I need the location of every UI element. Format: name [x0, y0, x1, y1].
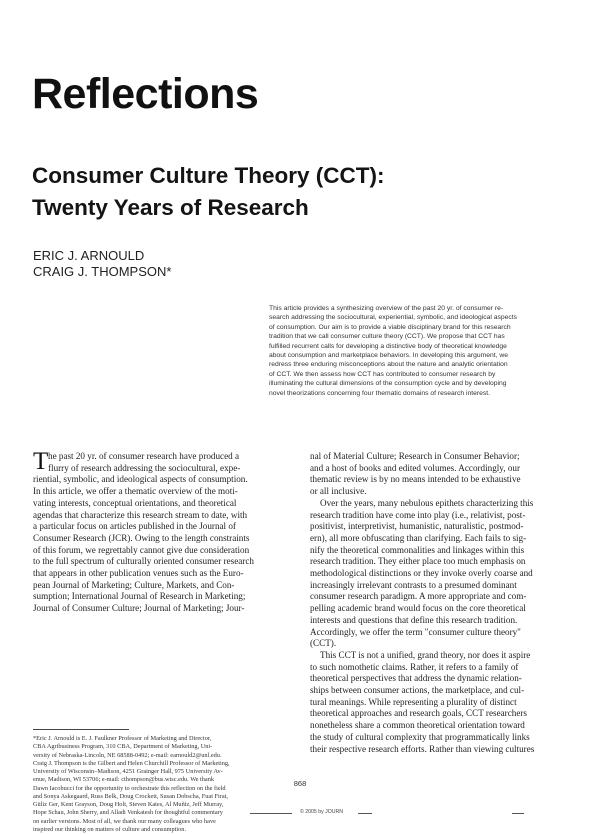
section-heading: Reflections — [32, 70, 259, 118]
body-line: pean Journal of Marketing; Culture, Markets, and Con- — [33, 579, 235, 590]
body-line: nal of Material Culture; Research in Consumer Behavior; — [310, 451, 520, 461]
abstract-line: illuminating the cultural dimensions of the consumption cycle and by developing — [269, 380, 507, 388]
body-line: consumer research paradigm. A more appropriate and com- — [310, 591, 527, 602]
body-line: their respective research efforts. Rather than viewing cultures — [310, 743, 535, 754]
copyright-line: © 2005 by JOURN — [300, 809, 344, 815]
footnote-line: versity of Nebraska-Lincoln, NE 68588-0492; e-mail: earnould2@unl.edu. — [33, 751, 222, 759]
footnote-line: enue, Madison, WI 53706; e-mail: cthompson@bus.wisc.edu. We thank — [33, 776, 214, 784]
author-name: ERIC J. ARNOULD — [33, 248, 145, 263]
body-line: of this forum, we regrettably cannot give due consideration — [33, 544, 250, 555]
copyright-rule-far-right — [512, 813, 524, 814]
body-line: a particular focus on articles published in the Journal of — [33, 521, 236, 532]
body-line: research tradition. They either place too much emphasis on — [310, 556, 526, 567]
body-line: ern), all more obfuscating than clarifying. Each fails to sig- — [310, 532, 527, 543]
body-line: ships between consumer actions, the marketplace, and cul- — [310, 685, 525, 696]
footnote-line: *Eric J. Arnould is E. J. Faulkner Professor of Marketing and Director, — [33, 735, 212, 742]
footnote-line: Dawn Iacobucci for the opportunity to orchestrate this reflection on the field — [33, 784, 226, 792]
title-line: Twenty Years of Research — [32, 195, 309, 220]
footnote-line: Craig J. Thompson is the Gilbert and Helen Churchill Professor of Marketing, — [33, 759, 230, 767]
body-line: riential, symbolic, and ideological aspects of consumption. — [33, 474, 248, 485]
footnote-line: University of Wisconsin–Madison, 4251 Grainger Hall, 975 University Av- — [33, 768, 223, 775]
body-line: Accordingly, we offer the term "consumer culture theory" — [310, 626, 521, 637]
abstract-line: tradition that we call consumer culture theory (CCT). We propose that CCT has — [269, 333, 505, 341]
body-line: Over the years, many nebulous epithets characterizing this — [320, 497, 534, 508]
body-line: and a host of books and edited volumes. Accordingly, our — [310, 462, 521, 473]
footnote-divider — [33, 729, 129, 730]
body-line: theoretical approaches and research goals, CCT researchers — [310, 708, 527, 719]
title-line: Consumer Culture Theory (CCT): — [32, 163, 385, 188]
body-line: Journal of Consumer Culture; Journal of Marketing; Jour- — [33, 603, 245, 614]
body-line: he past 20 yr. of consumer research have produced a — [48, 451, 240, 461]
body-line: that appears in other publication venues such as the Euro- — [33, 568, 244, 579]
body-line: interests and questions that define this research tradition. — [310, 614, 518, 625]
body-column-left — [33, 448, 289, 615]
body-line: methodological distinctions or they invoke overly coarse and — [310, 568, 533, 579]
footnote-line: Hope Schau, John Sherry, and Alladi Venkatesh for thoughtful commentary — [33, 809, 223, 817]
abstract-line: novel theorizations concerning four thematic domains of research interest. — [269, 389, 490, 397]
body-line: the study of cultural complexity that programmatically links — [310, 731, 530, 742]
body-line: sumption; International Journal of Research in Marketing; — [33, 591, 246, 602]
body-line: to the full spectrum of culturally oriented consumer research — [33, 556, 254, 567]
body-line: research tradition have come into play (i.e., relativist, post- — [310, 509, 526, 520]
body-line: flurry of research addressing the sociocultural, expe- — [48, 462, 241, 473]
abstract-line: of CCT. We then assess how CCT has contributed to consumer research by — [269, 370, 496, 378]
author-list — [33, 248, 171, 280]
body-line: agendas that characterize this research stream to date, with — [33, 509, 248, 520]
copyright-rule-right — [358, 813, 372, 814]
article-title — [32, 160, 385, 224]
abstract — [269, 304, 571, 398]
footnote-line: CBA Agribusiness Program, 310 CBA, Department of Marketing, Uni- — [33, 743, 213, 751]
drop-cap: T — [33, 448, 49, 475]
footnote-line: and Sonya Askegaard, Russ Belk, Doug Crockett, Susan Dobscha, Fuat Firat, — [33, 792, 229, 800]
abstract-line: search addressing the sociocultural, experiential, symbolic, and ideological aspects — [269, 314, 518, 322]
author-name: CRAIG J. THOMPSON* — [33, 264, 172, 279]
body-line: In this article, we offer a thematic overview of the moti- — [33, 486, 238, 497]
footnote-line: inspired our thinking on matters of culture and consumption. — [33, 825, 187, 833]
abstract-line: fulfilled recurrent calls for developing a distinctive body of theoretical knowledge — [269, 342, 507, 350]
copyright-rule-left — [250, 813, 292, 814]
footnote-line: Güliz Ger, Kent Grayson, Doug Holt, Steven Kates, Al Muñiz, Jeff Murray, — [33, 801, 224, 808]
body-column-right — [310, 451, 572, 755]
body-line: (CCT). — [310, 638, 337, 649]
body-line: vating interests, conceptual orientations, and theoretical — [33, 497, 237, 508]
footnote-line: on earlier versions. Most of all, we thank our many colleagues who have — [33, 817, 216, 825]
abstract-line: of consumption. Our aim is to provide a viable disciplinary brand for this research — [269, 323, 511, 331]
body-line: to such nomothetic claims. Rather, it refers to a family of — [310, 661, 519, 672]
body-line: thematic review is by no means intended to be exhaustive — [310, 474, 521, 485]
body-line: increasingly irrelevant contrasts to a presumed dominant — [310, 579, 517, 590]
body-line: pelling academic brand would focus on the core theoretical — [310, 603, 526, 614]
body-line: nonetheless share a common theoretical orientation toward — [310, 720, 525, 731]
abstract-line: redress three enduring misconceptions about the nature and analytic orientation — [269, 361, 508, 369]
body-line: or all inclusive. — [310, 486, 367, 497]
abstract-line: This article provides a synthesizing overview of the past 20 yr. of consumer re- — [269, 305, 504, 312]
body-line: tural meanings. While representing a plurality of distinct — [310, 696, 517, 707]
body-line: positivist, interpretivist, humanistic, naturalistic, postmod- — [310, 521, 524, 532]
body-line: nify the theoretical commonalities and linkages within this — [310, 544, 525, 555]
author-footnote — [33, 735, 289, 834]
body-line: This CCT is not a unified, grand theory, nor does it aspire — [320, 649, 531, 660]
body-line: Consumer Research (JCR). Owing to the length constraints — [33, 532, 250, 543]
body-line: theoretical perspectives that address the dynamic relation- — [310, 673, 522, 684]
abstract-line: about consumption and marketplace behaviors. In developing this argument, we — [269, 352, 509, 360]
page-number: 868 — [293, 779, 307, 788]
